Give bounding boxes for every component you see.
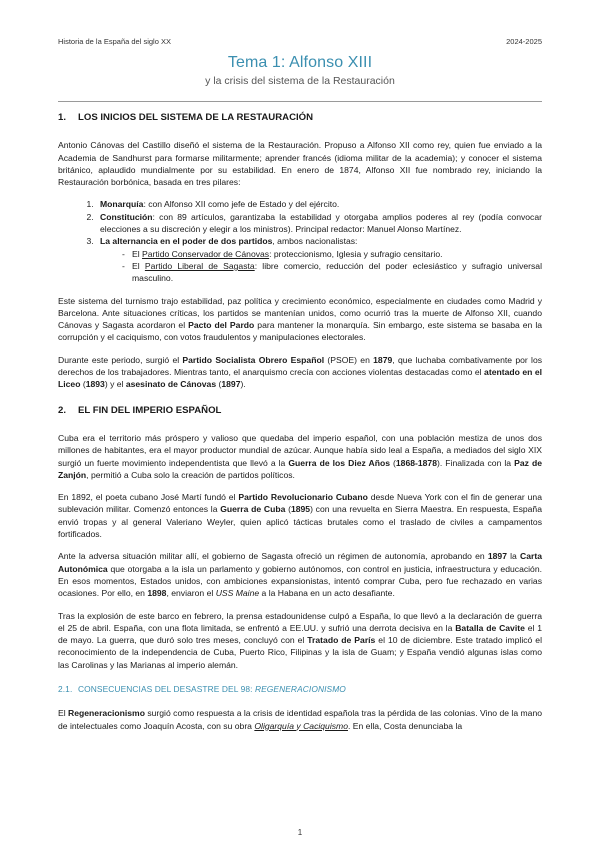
- regeneracionismo-paragraph: [58, 707, 542, 732]
- bold-term: 1879: [373, 354, 393, 365]
- bold-term: Guerra de Cuba: [220, 504, 286, 515]
- section-2-heading: [58, 405, 542, 417]
- pillar-item: [96, 198, 542, 210]
- text-run: (: [389, 457, 396, 468]
- text-run: Durante este periodo, surgió el: [58, 354, 183, 365]
- text-run: la: [506, 551, 521, 562]
- marti-paragraph: [58, 491, 542, 540]
- subsection-title: CONSECUENCIAS DEL DESASTRE DEL 98:: [78, 683, 255, 694]
- text-run: Este sistema del turnismo trajo estabilidad, paz política y crecimiento económico, especialmente en ciudades como Madrid y Barcelona. Ante situaciones críticas, los partidos se mantenían unidos, como ocurrió tras la muerte de Alfonso XII, cuando Cánovas y Sagasta acordaron el: [58, 295, 542, 331]
- italic-term: USS Maine: [215, 588, 260, 599]
- text-run: surgió como respuesta a la crisis de identidad española tras la pérdida de las colonias. Vino de la mano de intelectuales como Joaquín Acosta, con su obra: [58, 708, 542, 731]
- autonomy-paragraph: [58, 550, 542, 599]
- bold-term: 1868-1878: [395, 457, 437, 468]
- text-run: Cuba era el territorio más próspero y valioso que quedaba del imperio español, con una población mestiza de unos dos millones de habitantes, era el mayor productor mundial de azúcar. Aunque había sido leal a España, a mediados del siglo XIX surgió un fuerte movimiento independentista que llevó a la: [58, 432, 542, 468]
- text-run: el 1 de mayo. La guerra, que duró solo tres meses, concluyó con el: [58, 622, 543, 646]
- turnismo-paragraph: [58, 295, 542, 344]
- text-run: a la Habana en un acto desafiante.: [259, 588, 395, 599]
- bold-term: Partido Socialista Obrero Español: [182, 354, 325, 365]
- party-prefix: El: [132, 248, 143, 259]
- section-1-title: LOS INICIOS DEL SISTEMA DE LA RESTAURACIÓN: [78, 112, 314, 123]
- text-run: , permitió a Cuba solo la creación de partidos políticos.: [86, 469, 295, 480]
- bold-term: Batalla de Cavite: [455, 622, 525, 633]
- subsection-2-1-heading: [58, 683, 542, 695]
- party-name: Partido Liberal de Sagasta: [144, 260, 255, 271]
- section-2-title: EL FIN DEL IMPERIO ESPAÑOL: [78, 404, 222, 416]
- text-run: para mantener la monarquía. Sin embargo, este sistema se basaba en la corrupción y el caciquismo, con votos fraudulentos y manipulaciones electorales.: [58, 320, 543, 343]
- bold-term: Carta Autonómica: [58, 551, 542, 574]
- bold-term: Paz de Zanjón: [58, 457, 542, 480]
- party-text: : proteccionismo, Iglesia y sufragio censitario.: [269, 248, 443, 259]
- section-1-number: 1.: [58, 112, 67, 123]
- text-run: ) con una revuelta en Sierra Maestra. En respuesta, España envió tropas y al general Valeriano Weyler, quien aplicó tácticas brutales como el traslado de civiles a campamentos fortificados.: [58, 504, 542, 540]
- text-run: (: [80, 379, 86, 390]
- document-title: [58, 54, 542, 87]
- page-subtitle: y la crisis del sistema de la Restauración: [205, 75, 395, 87]
- party-prefix: El: [132, 260, 145, 271]
- pillar-item: [96, 211, 542, 236]
- bold-term: Regeneracionismo: [68, 708, 145, 719]
- bold-term: 1897: [487, 551, 507, 562]
- psoe-paragraph: [58, 354, 542, 391]
- party-name: Partido Conservador de Cánovas: [142, 248, 270, 259]
- pillar-text: : con 89 artículos, garantizaba la estabilidad y otorgaba amplios poderes al rey (podía convocar elecciones a su discreción y elegir a los ministros). Principal redactor: Manuel Alonso Martínez.: [100, 211, 542, 235]
- bold-term: Guerra de los Diez Años: [288, 457, 390, 468]
- pillar-name: Constitución: [100, 211, 153, 222]
- section-1-heading: [58, 112, 542, 124]
- bold-term: Tratado de París: [307, 635, 376, 646]
- text-run: . En ella, Costa denunciaba la: [347, 720, 463, 731]
- section-2-number: 2.: [58, 404, 67, 416]
- course-title: Historia de la España del siglo XX: [58, 37, 171, 46]
- text-run: el 10 de diciembre. Este tratado implicó el reconocimiento de la independencia de Cuba, Puerto Rico, Filipinas y la isla de Guam; y España vendió algunas islas como las Carolinas y las Marianas al imperio alemán.: [58, 635, 542, 670]
- text-run: ) y el: [104, 379, 126, 390]
- pillar-text: : con Alfonso XII como jefe de Estado y del ejército.: [143, 199, 340, 210]
- bold-term: Pacto del Pardo: [188, 320, 255, 331]
- bold-term: 1897: [221, 379, 241, 390]
- parties-list: [100, 248, 542, 285]
- pillars-list: [58, 198, 542, 284]
- party-item: [122, 260, 542, 285]
- running-header: [58, 37, 542, 46]
- cuba-paragraph: [58, 432, 542, 481]
- pillar-item: [96, 235, 542, 284]
- bold-term: asesinato de Cánovas: [125, 379, 217, 390]
- text-run: El: [58, 708, 69, 719]
- title-divider: [58, 101, 542, 102]
- text-run: (: [216, 379, 222, 390]
- page-title: Tema 1: Alfonso XIII: [227, 54, 373, 71]
- subsection-number: 2.1.: [58, 683, 73, 694]
- text-run: , enviaron el: [166, 588, 216, 599]
- bold-term: 1898: [147, 588, 167, 599]
- subsection-title-italic: REGENERACIONISMO: [254, 683, 346, 694]
- text-run: ). Finalizada con la: [437, 457, 515, 468]
- pillar-text: , ambos nacionalistas:: [272, 236, 358, 247]
- party-text: : libre comercio, reducción del poder eclesiástico y sufragio universal masculino.: [132, 260, 542, 284]
- bold-term: Partido Revolucionario Cubano: [238, 492, 368, 503]
- text-run: ).: [240, 379, 246, 390]
- pillar-name: Monarquía: [100, 199, 144, 210]
- text-run: Tras la explosión de este barco en febrero, la prensa estadounidense culpó a España, lo que llevó a la declaración de guerra el 25 de abril. España, con una flota limitada, se enfrentó a EE.UU. y sufrió una derrota decisiva en la: [58, 610, 542, 633]
- text-run: que otorgaba a la isla un parlamento y gobierno autónomos, con control en justicia, infraestructura y educación. En esos momentos, Estados unidos, con ambiciones expansionistas, intentó comprar Cuba, pero fue rechazado en varias ocasiones. Por ello, en: [58, 563, 542, 599]
- bold-term: 1893: [85, 379, 105, 390]
- document-body: [58, 112, 542, 742]
- text-run: , que luchaba combativamente por los derechos de los trabajadores. Mientras tanto, el anarquismo crecía con acciones violentas destacadas como el: [58, 354, 543, 378]
- party-item: [122, 248, 542, 260]
- text-run: (: [285, 504, 291, 515]
- war-paragraph: [58, 610, 542, 671]
- text-run: desde Nueva York con el fin de generar una sublevación militar. Comenzó entonces la: [58, 492, 542, 515]
- academic-year: 2024-2025: [506, 37, 542, 46]
- page-number: 1: [297, 828, 303, 837]
- text-run: (PSOE) en: [324, 354, 374, 365]
- bold-term: atentado en el Liceo: [58, 367, 543, 390]
- text-run: Ante la adversa situación militar allí, el gobierno de Sagasta ofreció un régimen de autonomía, aprobando en: [58, 551, 488, 562]
- pillar-name: La alternancia en el poder de dos partidos: [100, 236, 273, 247]
- section-1-intro: Antonio Cánovas del Castillo diseñó el sistema de la Restauración. Propuso a Alfonso XII como rey, quien fue enviado a la Academia de Sandhurst para formarse militarmente; aprender francés (idioma militar de la academia); y conocer el sistema británico, aplaudido mundialmente por su estabilidad. En enero de 1874, Alfonso XII fue nombrado rey, iniciando la Restauración borbónica, basada en tres pilares:: [58, 140, 542, 188]
- text-run: En 1892, el poeta cubano José Martí fundó el: [58, 492, 239, 503]
- bold-term: 1895: [290, 504, 311, 515]
- book-title: Oligarquía y Caciquismo: [254, 720, 348, 731]
